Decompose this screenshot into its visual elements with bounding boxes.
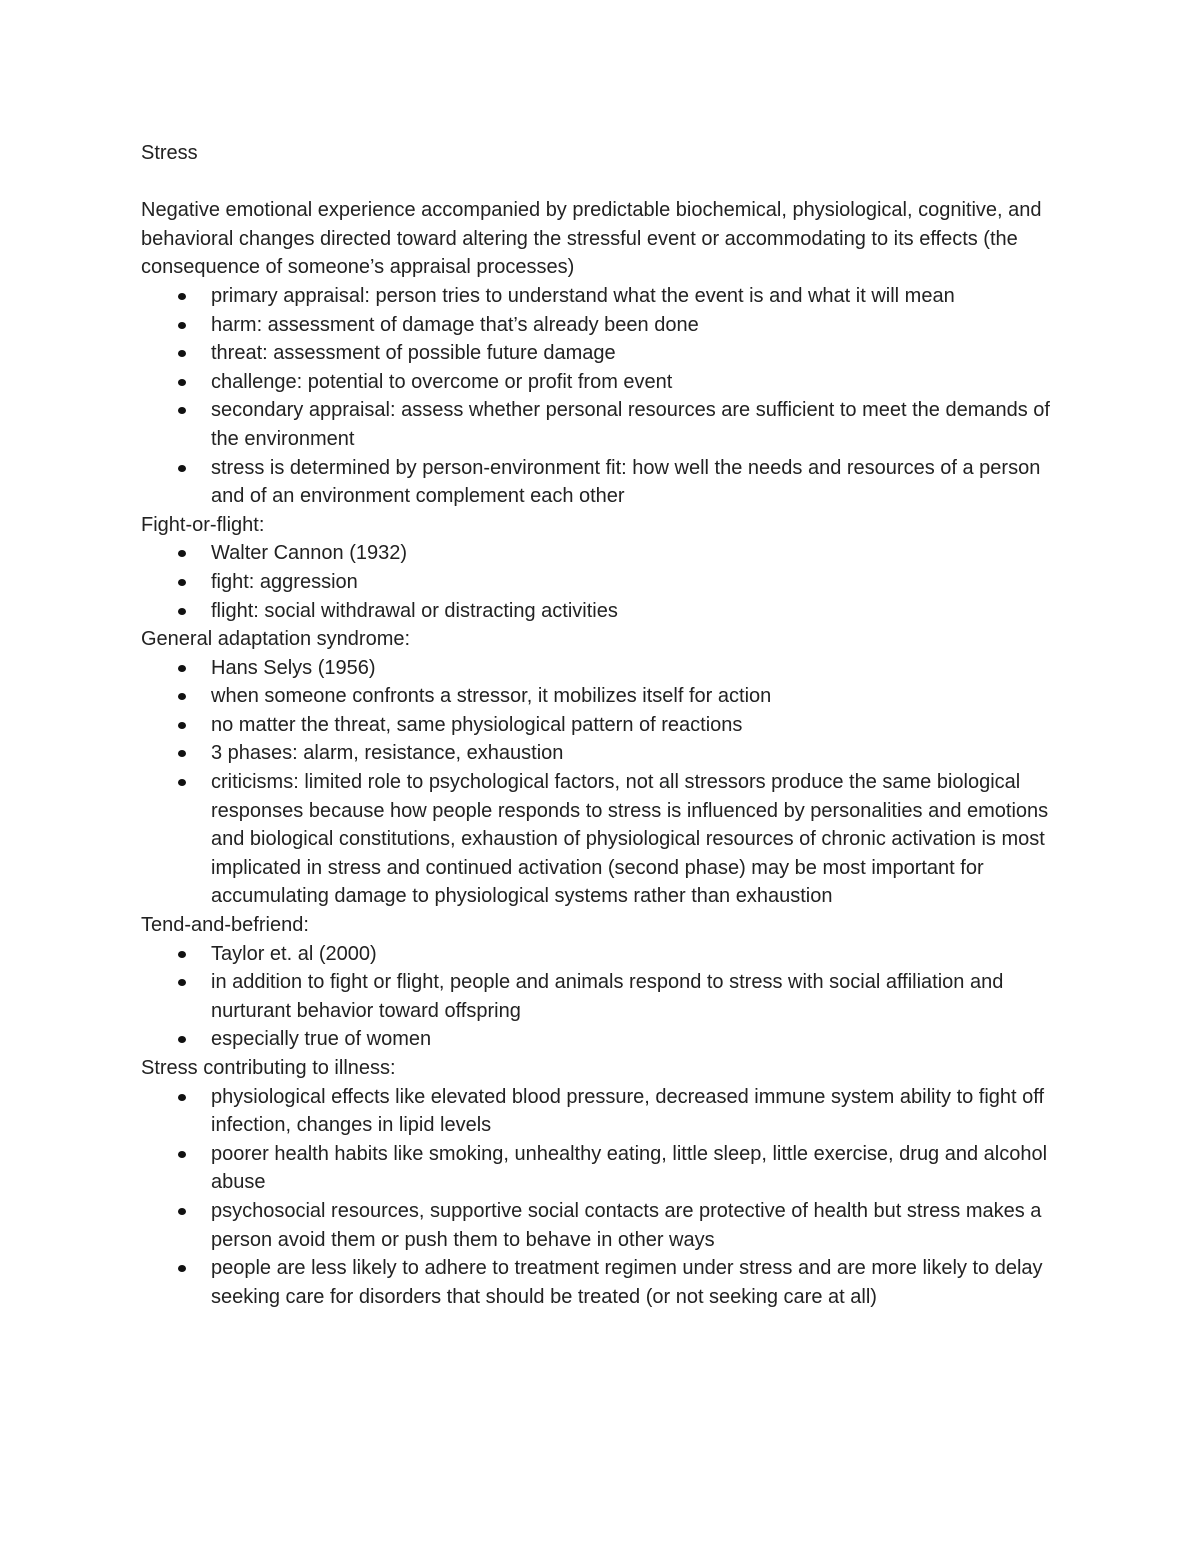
document-title: Stress [141,142,198,164]
bullet-icon [178,407,186,414]
section-heading-general-adaptation-syndrome: General adaptation syndrome: [141,628,411,651]
intro-paragraph: Negative emotional experience accompanied by predictable biochemical, physiological, cognitive, and behavioral changes directed toward altering the stressful event or accommodating to its effects (the consequence of someone’s appraisal processes) [141,199,1042,279]
list-item [211,940,1061,969]
list-item [211,739,1061,768]
list-item-text: secondary appraisal: assess whether personal resources are sufficient to meet the demands of the environment [211,399,1050,450]
section-heading-fight-or-flight: Fight-or-flight: [141,513,265,536]
list-item [211,454,1061,511]
intro-bullet-list [141,282,1061,511]
list-item [211,1025,1061,1054]
section-bullet-list [141,940,1061,1054]
list-item [211,768,1061,911]
list-item-text: no matter the threat, same physiological pattern of reactions [211,713,743,736]
list-item [211,968,1061,1025]
section-bullet-list [141,539,1061,625]
bullet-icon [178,550,186,557]
list-item-text: 3 phases: alarm, resistance, exhaustion [211,742,564,765]
list-item [211,654,1061,683]
bullet-icon [178,350,186,357]
list-item [211,711,1061,740]
bullet-icon [178,722,186,729]
list-item [211,568,1061,597]
list-item [211,597,1061,626]
list-item [211,1083,1061,1140]
list-item-text: fight: aggression [211,570,358,593]
list-item-text: stress is determined by person-environment fit: how well the needs and resources of a person and of an environment complement each other [211,456,1041,508]
bullet-icon [178,693,186,700]
bullet-icon [178,1208,186,1215]
list-item-text: people are less likely to adhere to treatment regimen under stress and are more likely to delay seeking care for disorders that should be treated (or not seeking care at all) [211,1257,1043,1308]
list-item-text: especially true of women [211,1028,432,1051]
list-item [211,282,1061,311]
section-heading-tend-and-befriend: Tend-and-befriend: [141,914,309,937]
bullet-icon [178,579,186,586]
bullet-icon [178,1151,186,1158]
list-item [211,396,1061,453]
bullet-icon [178,779,186,786]
list-item [211,682,1061,711]
bullet-icon [178,322,186,329]
list-item-text: poorer health habits like smoking, unhealthy eating, little sleep, little exercise, drug and alcohol abuse [211,1142,1048,1194]
bullet-icon [178,465,186,472]
list-item-text: when someone confronts a stressor, it mobilizes itself for action [211,685,772,708]
document-page [141,139,1061,1311]
bullet-icon [178,951,186,958]
list-item-text: psychosocial resources, supportive social contacts are protective of health but stress makes a person avoid them or push them to behave in other ways [211,1199,1042,1251]
bullet-icon [178,293,186,300]
list-item [211,1254,1061,1311]
list-item [211,539,1061,568]
bullet-icon [178,750,186,757]
bullet-icon [178,608,186,615]
bullet-icon [178,979,186,986]
list-item-text: flight: social withdrawal or distracting activities [211,599,618,622]
list-item-text: in addition to fight or flight, people and animals respond to stress with social affiliation and nurturant behavior toward offspring [211,971,1004,1022]
list-item-text: challenge: potential to overcome or profit from event [211,370,673,393]
list-item [211,311,1061,340]
list-item [211,1140,1061,1197]
bullet-icon [178,665,186,672]
list-item [211,368,1061,397]
bullet-icon [178,1265,186,1272]
list-item-text: Taylor et. al (2000) [211,942,377,965]
list-item-text: physiological effects like elevated blood pressure, decreased immune system ability to fight off infection, changes in lipid levels [211,1085,1045,1137]
list-item-text: Walter Cannon (1932) [211,542,408,565]
bullet-icon [178,1036,186,1043]
list-item-text: harm: assessment of damage that’s already been done [211,313,699,336]
list-item-text: criticisms: limited role to psychological factors, not all stressors produce the same biological responses because how people responds to stress is influenced by personalities and emotions and biological constitutions, exhaustion of physiological resources of chronic activation is most implicated in stress and continued activation (second phase) may be most important for accumulating damage to physiological systems rather than exhaustion [211,771,1049,908]
list-item-text: primary appraisal: person tries to understand what the event is and what it will mean [211,284,955,307]
list-item-text: Hans Selys (1956) [211,656,376,679]
bullet-icon [178,1094,186,1101]
list-item [211,339,1061,368]
section-bullet-list [141,1083,1061,1312]
list-item-text: threat: assessment of possible future damage [211,342,616,365]
section-heading-stress-contributing-to-illness: Stress contributing to illness: [141,1057,396,1079]
section-bullet-list [141,654,1061,911]
bullet-icon [178,379,186,386]
list-item [211,1197,1061,1254]
